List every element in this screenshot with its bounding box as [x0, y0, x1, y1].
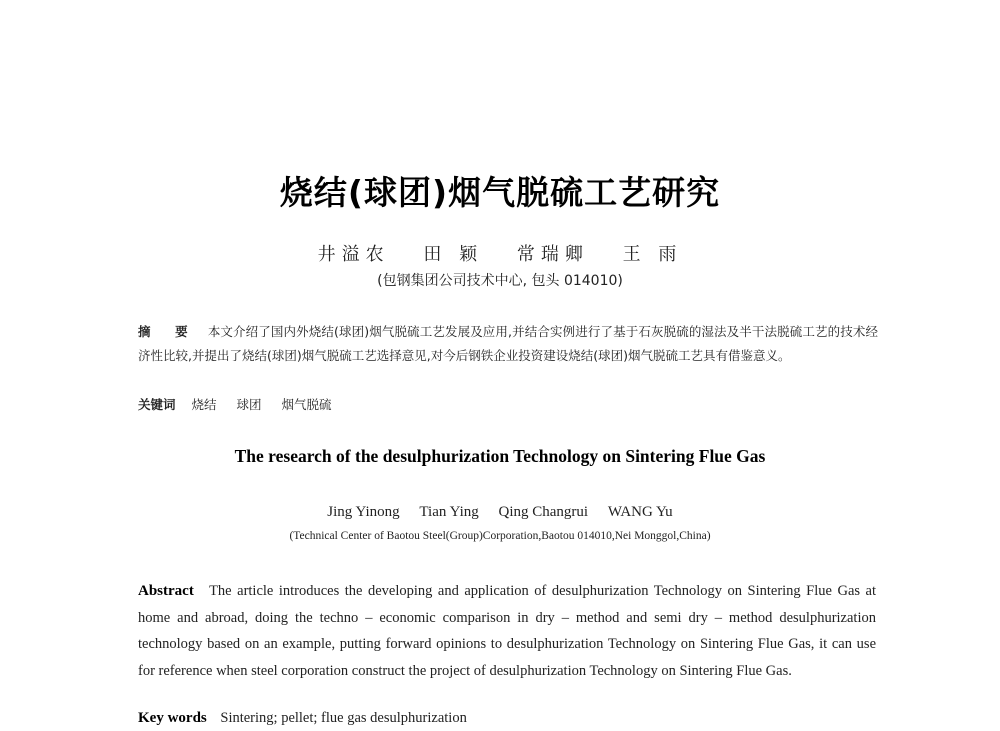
authors-en	[0, 504, 1000, 521]
keyword-cn: 球团	[236, 397, 262, 412]
abstract-label-cn: 摘 要	[138, 324, 198, 339]
keywords-text-en: Sintering; pellet; flue gas desulphurization	[220, 710, 467, 726]
abstract-text-cn: 本文介绍了国内外烧结(球团)烟气脱硫工艺发展及应用,并结合实例进行了基于石灰脱硫的湿法及半干法脱硫工艺的技术经济性比较,并提出了烧结(球团)烟气脱硫工艺选择意见,对今后钢铁企业投资建设烧结(球团)烟气脱硫工艺具有借鉴意义。	[138, 324, 878, 363]
keyword-cn: 烧结	[191, 397, 217, 412]
abstract-en	[138, 578, 876, 684]
affiliation-en: (Technical Center of Baotou Steel(Group)Corporation,Baotou 014010,Nei Monggol,China)	[289, 530, 711, 542]
abstract-text-en: The article introduces the developing and application of desulphurization Technology on Sintering Flue Gas at home and abroad, doing the techno – economic comparison in dry – method and semi dry – method desulphurization technology based on an example, putting forward opinions to desulphurization Technology on Sintering Flue Gas, it can use for reference when steel corporation construct the project of desulphurization Technology on Sintering Flue Gas.	[138, 583, 876, 679]
keywords-en	[138, 710, 876, 727]
author-cn: 井溢农	[317, 244, 390, 265]
author-en: WANG Yu	[607, 504, 673, 520]
affiliation-cn: (包钢集团公司技术中心, 包头 014010)	[377, 273, 623, 289]
abstract-label-en: Abstract	[138, 583, 194, 599]
keyword-cn: 烟气脱硫	[281, 397, 332, 412]
keywords-cn	[138, 393, 878, 417]
author-en: Jing Yinong	[327, 504, 400, 520]
authors-cn	[0, 240, 1000, 266]
author-en: Tian Ying	[419, 504, 479, 520]
paper-title-cn: 烧结(球团)烟气脱硫工艺研究	[279, 173, 721, 212]
author-cn: 王 雨	[622, 244, 683, 265]
abstract-cn	[138, 320, 878, 368]
paper-title-en: The research of the desulphurization Technology on Sintering Flue Gas	[234, 446, 766, 466]
keywords-label-cn: 关键词	[138, 397, 176, 412]
author-cn: 田 颖	[423, 244, 484, 265]
keywords-label-en: Key words	[138, 710, 207, 726]
author-cn: 常瑞卿	[516, 244, 589, 265]
author-en: Qing Changrui	[498, 504, 589, 520]
